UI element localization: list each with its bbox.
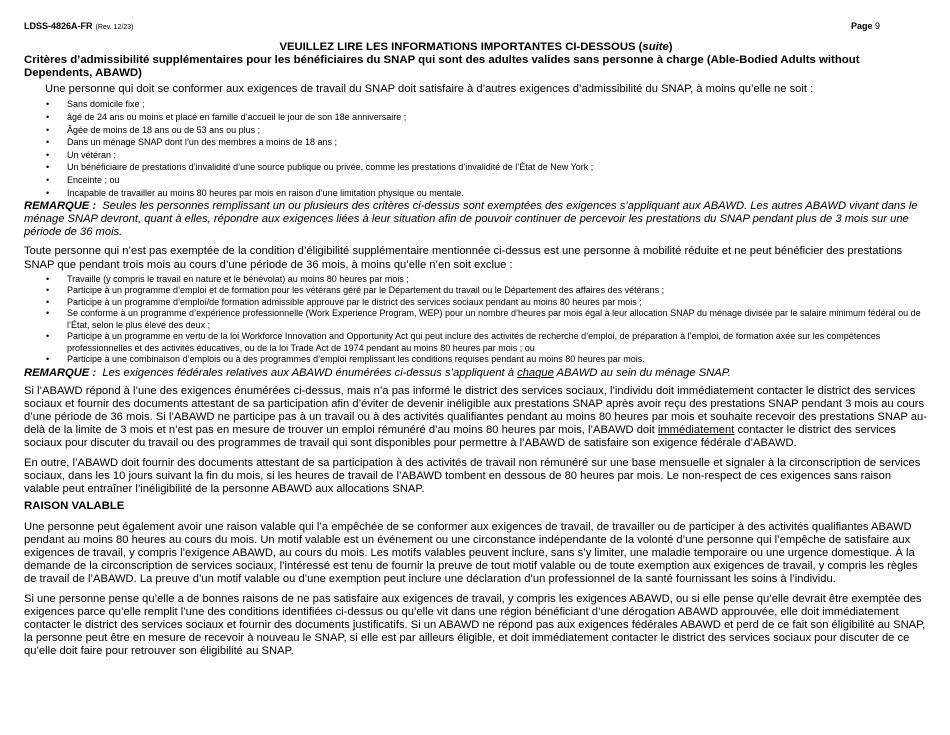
- list-item-text: Se conforme à un programme d’expérience professionnelle (Work Experience Program, WEP) pour un nombre d’heures par mois égal à leur allocation SNAP du ménage divisée par le salaire minimum fédéral ou de l’État, selon le plus élevé des deux ;: [67, 308, 921, 330]
- intro-paragraph: Une personne qui doit se conformer aux exigences de travail du SNAP doit satisfaire à d’autres exigences d’admissibilité du SNAP, à moins qu’elle ne soit :: [45, 83, 814, 96]
- not-exempt-paragraph: Toute personne qui n’est pas exemptée de la condition d’éligibilité supplémentaire mentionnée ci-dessus est une personne à mobilité réduite et ne peut bénéficier des prestations SNAP que pendant trois mois au cours d’une période de 36 mois, à moins qu’elle n’en soit exclue :: [24, 245, 903, 271]
- page-number: [851, 21, 880, 31]
- bullet-icon: •: [46, 187, 50, 198]
- list-item: [24, 308, 928, 331]
- list-item: [24, 187, 928, 200]
- bullet-icon: •: [46, 137, 50, 148]
- list-item-text: Dans un ménage SNAP dont l’un des membres a moins de 18 ans ;: [67, 137, 337, 148]
- page-title: [24, 41, 928, 54]
- bullet-icon: •: [46, 124, 50, 135]
- section-heading-good-cause: RAISON VALABLE: [24, 500, 125, 513]
- list-item-text: Participe à un programme d’emploi/de formation admissible approuvé par le district des services sociaux pendant au moins 80 heures par mois ;: [67, 296, 642, 307]
- form-id: [24, 21, 134, 31]
- bullet-icon: •: [46, 308, 50, 319]
- remark-text-end: ABAWD au sein du ménage SNAP.: [553, 366, 731, 379]
- form-id-text: LDSS-4826A-FR: [24, 21, 93, 31]
- list-item-text: Travaille (y compris le travail en nature et le bénévolat) au moins 80 heures par mois ;: [67, 273, 409, 284]
- title-main: VEUILLEZ LIRE LES INFORMATIONS IMPORTANTES CI-DESSOUS (: [279, 41, 643, 53]
- paragraph-text: Si l’ABAWD répond à l’une des exigences énumérées ci-dessus, mais n’a pas informé le district des services sociaux, l’individu doit immédiatement contacter le district des services sociaux et fournir des documents attestant de sa participation afin d’éviter de devenir inéligible aux prestations SNAP après avoir reçu des prestations SNAP pendant 3 mois au cours d’une période de 36 mois. Si l’ABAWD ne participe pas à un travail ou à des activités qualifiantes pendant au moins 80 heures par mois et souhaite recevoir des prestations SNAP au-delà de la limite de 3 mois et n’est pas en mesure de trouver un emploi rémunéré d’au moins 80 heures par mois, l’ABAWD doit: [24, 384, 927, 436]
- abawd-contact-paragraph: [24, 385, 928, 450]
- revision: (Rev. 12/23): [95, 24, 134, 31]
- list-item-text: âgé de 24 ans ou moins et placé en famille d’accueil le jour de son 18e anniversaire ;: [67, 111, 407, 122]
- bullet-icon: •: [46, 285, 50, 296]
- list-item: [24, 136, 928, 149]
- remark-emphasis: chaque: [517, 366, 554, 379]
- bullet-icon: •: [46, 99, 50, 110]
- list-item: [24, 98, 928, 111]
- bullet-icon: •: [46, 149, 50, 160]
- section-heading-abawd: Critères d’admissibilité supplémentaires pour les bénéficiaires du SNAP qui sont des adultes valides sans personne à charge (Able-Bodied Adults without Dependents, ABAWD): [24, 54, 860, 80]
- list-item-text: Un vétéran ;: [67, 149, 117, 160]
- bullet-icon: •: [46, 111, 50, 122]
- bullet-icon: •: [46, 273, 50, 284]
- bullet-icon: •: [46, 296, 50, 307]
- paragraph-emphasis: immédiatement: [657, 423, 735, 436]
- exemption-list: [24, 98, 928, 199]
- list-item-text: Sans domicile fixe ;: [67, 99, 145, 110]
- bullet-icon: •: [46, 174, 50, 185]
- list-item: [24, 285, 928, 297]
- page-number-value: 9: [874, 21, 880, 31]
- list-item: [24, 274, 928, 286]
- remark-label: REMARQUE :: [24, 366, 97, 379]
- bullet-icon: •: [46, 331, 50, 342]
- remark-text: Les exigences fédérales relatives aux ABAWD énumérées ci-dessus s’appliquent à: [102, 366, 518, 379]
- list-item-text: Participe à un programme d’emploi et de formation pour les vétérans géré par le Département du travail ou le Département des affaires des vétérans ;: [67, 285, 665, 296]
- good-cause-paragraph: Une personne peut également avoir une raison valable qui l’a empêchée de se conformer aux exigences de travail, de travailler ou de participer à des activités qualifiantes ABAWD pendant au moins 80 heures au cours du mois. Un motif valable est un événement ou une circonstance indépendante de la volonté d’une personne qui l’empêche de satisfaire aux exigences de travail, y compris l’exigence ABAWD, au cours du mois. Les motifs valables peuvent inclure, sans s’y limiter, une maladie temporaire ou une urgence domestique. À la demande de la circonscription de services sociaux, l’intéressé est tenu de fournir la preuve de tout motif valable ou de toute exemption aux exigences de travail, y compris les règles de travail de l’ABAWD. La preuve d’un motif valable ou d’une exemption peut inclure une déclaration d’un professionnel de la santé fournissant les soins à l’individu.: [24, 520, 918, 585]
- final-paragraph: Si une personne pense qu’elle a de bonnes raisons de ne pas satisfaire aux exigences de travail, y compris les exigences ABAWD, ou si elle pense qu’elle devrait être exemptée des exigences parce qu’elle remplit l’une des conditions identifiées ci-dessus ou qu’elle vit dans une région bénéficiant d’une dérogation ABAWD approuvée, elle doit immédiatement contacter le district des services sociaux et fournir des documents justificatifs. Si un ABAWD ne répond pas aux exigences fédérales ABAWD et perd de ce fait son éligibilité au SNAP, la personne peut être en mesure de recevoir à nouveau le SNAP, si elle est par ailleurs éligible, et doit immédiatement contacter le district des services sociaux pour discuter de ce qu’elle doit faire pour retrouver son éligibilité au SNAP.: [24, 593, 926, 658]
- title-suffix: suite: [642, 41, 669, 53]
- list-item: [24, 354, 928, 366]
- documents-paragraph: En outre, l’ABAWD doit fournir des documents attestant de sa participation à des activités de travail non rémunéré sur une base mensuelle et signaler à la circonscription de services sociaux, dans les 10 jours suivant la fin du mois, si les heures de travail de l’ABAWD tombent en dessous de 80 heures par mois. Le non-respect de ces exigences sans raison valable peut entraîner l’inéligibilité de la personne ABAWD aux allocations SNAP.: [24, 457, 921, 496]
- bullet-icon: •: [46, 354, 50, 365]
- list-item: [24, 161, 928, 174]
- page-label: Page: [850, 21, 873, 31]
- list-item: [24, 124, 928, 137]
- document-body: [24, 41, 928, 658]
- exclusion-list: [24, 274, 928, 366]
- list-item: [24, 111, 928, 124]
- list-item-text: Enceinte ; ou: [67, 174, 120, 185]
- list-item-text: Participe à un programme en vertu de la loi Workforce Innovation and Opportunity Act qui peut inclure des activités de recherche d’emploi, de préparation à l’emploi, de formation axée sur les compétences professionnelles et des activités éducatives, ou de la loi Trade Act de 1974 pendant au moins 80 heures par mois ; ou: [67, 331, 881, 353]
- remark-label: REMARQUE :: [24, 200, 97, 213]
- remark-text: Seules les personnes remplissant un ou plusieurs des critères ci-dessus sont exemptées des exigences s’appliquant aux ABAWD. Les autres ABAWD vivant dans le ménage SNAP devront, quant à elles, répondre aux exigences liées à leur situation afin de pouvoir continuer de percevoir les prestations du SNAP pendant plus de 3 mois sur une période de 36 mois.: [24, 200, 918, 239]
- list-item-text: Participe à une combinaison d’emplois ou à des programmes d’emploi remplissant les conditions requises pendant au moins 80 heures par mois.: [67, 354, 645, 365]
- list-item: [24, 174, 928, 187]
- list-item-text: Un bénéficiaire de prestations d’invalidité d’une source publique ou privée, comme les prestations d’invalidité de l’État de New York ;: [67, 162, 594, 173]
- page-header: [24, 21, 880, 35]
- paragraph-text-end: contacter le district des services sociaux pour discuter du travail ou des programmes de travail qui sont disponibles pour permettre à l’ABAWD de satisfaire son exigence fédérale d’ABAWD.: [24, 423, 896, 450]
- remark-each-abawd: [24, 367, 928, 380]
- list-item: [24, 297, 928, 309]
- remark-exemptions: [24, 200, 928, 239]
- title-close: ): [668, 41, 673, 53]
- list-item: [24, 331, 928, 354]
- list-item-text: Âgée de moins de 18 ans ou de 53 ans ou plus ;: [67, 124, 261, 135]
- bullet-icon: •: [46, 162, 50, 173]
- list-item: [24, 149, 928, 162]
- list-item-text: Incapable de travailler au moins 80 heures par mois en raison d’une limitation physique ou mentale.: [67, 187, 464, 198]
